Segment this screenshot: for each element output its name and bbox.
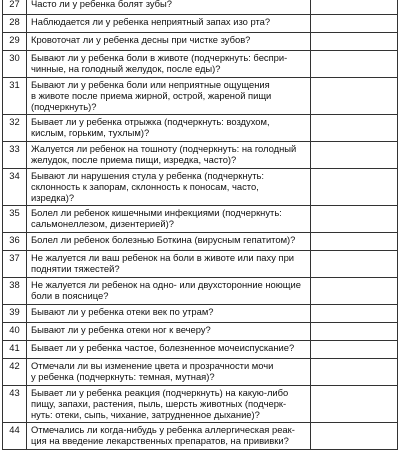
table-row — [3, 278, 398, 305]
answer-cell[interactable] — [311, 78, 398, 115]
answer-cell[interactable] — [311, 51, 398, 78]
table-row — [3, 305, 398, 323]
table-row — [3, 233, 398, 251]
row-number: 29 — [3, 33, 27, 51]
row-number: 44 — [3, 423, 27, 450]
row-number: 38 — [3, 278, 27, 305]
question-text: Бывают ли у ребенка боли или неприятные ощущения в животе после приема жирной, острой, жареной пищи (подчеркнуть)? — [27, 78, 311, 115]
row-number: 35 — [3, 206, 27, 233]
table-row — [3, 142, 398, 169]
table-row — [3, 206, 398, 233]
question-text: Болел ли ребенок кишечными инфекциями (подчеркнуть: сальмонеллезом, дизентерией)? — [27, 206, 311, 233]
question-text: Наблюдается ли у ребенка неприятный запах изо рта? — [27, 15, 311, 33]
table-row — [3, 0, 398, 15]
question-text: Не жалуется ли ребенок на одно- или двухсторонние ноющие боли в пояснице? — [27, 278, 311, 305]
question-text: Болел ли ребенок болезнью Боткина (вирусным гепатитом)? — [27, 233, 311, 251]
answer-cell[interactable] — [311, 233, 398, 251]
question-text: Жалуется ли ребенок на тошноту (подчеркнуть: на голодный желудок, после приема пищи, изредка, часто)? — [27, 142, 311, 169]
question-text: Часто ли у ребенка болят зубы? — [27, 0, 311, 15]
answer-cell[interactable] — [311, 423, 398, 450]
table-row — [3, 33, 398, 51]
question-text: Бывают ли нарушения стула у ребенка (подчеркнуть: склонность к запорам, склонность к поносам, часто, изредка)? — [27, 169, 311, 206]
table-row — [3, 323, 398, 341]
answer-cell[interactable] — [311, 0, 398, 15]
row-number: 33 — [3, 142, 27, 169]
table-row — [3, 115, 398, 142]
row-number: 31 — [3, 78, 27, 115]
question-text: Бывают ли у ребенка отеки век по утрам? — [27, 305, 311, 323]
row-number: 32 — [3, 115, 27, 142]
question-text: Бывает ли у ребенка отрыжка (подчеркнуть: воздухом, кислым, горьким, тухлым)? — [27, 115, 311, 142]
question-text: Бывает ли у ребенка частое, болезненное мочеиспускание? — [27, 341, 311, 359]
question-text: Кровоточат ли у ребенка десны при чистке зубов? — [27, 33, 311, 51]
answer-cell[interactable] — [311, 386, 398, 423]
row-number: 27 — [3, 0, 27, 15]
row-number: 42 — [3, 359, 27, 386]
answer-cell[interactable] — [311, 323, 398, 341]
question-text: Не жалуется ли ваш ребенок на боли в животе или паху при поднятии тяжестей? — [27, 251, 311, 278]
question-text: Бывают ли у ребенка боли в животе (подчеркнуть: беспри- чинные, на голодный желудок, после еды)? — [27, 51, 311, 78]
row-number: 39 — [3, 305, 27, 323]
row-number: 30 — [3, 51, 27, 78]
table-row — [3, 423, 398, 450]
row-number: 36 — [3, 233, 27, 251]
question-text: Бывает ли у ребенка реакция (подчеркнуть) на какую-либо пищу, запахи, растения, пыль, шерсть животных (подчерк- нуть: отеки, сыпь, чихание, затрудненное дыхание)? — [27, 386, 311, 423]
table-row — [3, 359, 398, 386]
table-row — [3, 15, 398, 33]
questionnaire-table — [2, 0, 398, 450]
row-number: 40 — [3, 323, 27, 341]
table-row — [3, 169, 398, 206]
table-row — [3, 386, 398, 423]
answer-cell[interactable] — [311, 142, 398, 169]
row-number: 43 — [3, 386, 27, 423]
row-number: 37 — [3, 251, 27, 278]
answer-cell[interactable] — [311, 278, 398, 305]
answer-cell[interactable] — [311, 15, 398, 33]
question-text: Отмечали ли вы изменение цвета и прозрачности мочи у ребенка (подчеркнуть: темная, мутная)? — [27, 359, 311, 386]
row-number: 41 — [3, 341, 27, 359]
answer-cell[interactable] — [311, 33, 398, 51]
answer-cell[interactable] — [311, 115, 398, 142]
table-row — [3, 51, 398, 78]
answer-cell[interactable] — [311, 206, 398, 233]
question-text: Бывают ли у ребенка отеки ног к вечеру? — [27, 323, 311, 341]
row-number: 34 — [3, 169, 27, 206]
answer-cell[interactable] — [311, 305, 398, 323]
table-row — [3, 251, 398, 278]
row-number: 28 — [3, 15, 27, 33]
answer-cell[interactable] — [311, 169, 398, 206]
question-text: Отмечались ли когда-нибудь у ребенка аллергическая реак- ция на введение лекарственных препаратов, на прививки? — [27, 423, 311, 450]
table-row — [3, 78, 398, 115]
answer-cell[interactable] — [311, 341, 398, 359]
answer-cell[interactable] — [311, 359, 398, 386]
questionnaire-rows — [3, 0, 398, 450]
answer-cell[interactable] — [311, 251, 398, 278]
table-row — [3, 341, 398, 359]
